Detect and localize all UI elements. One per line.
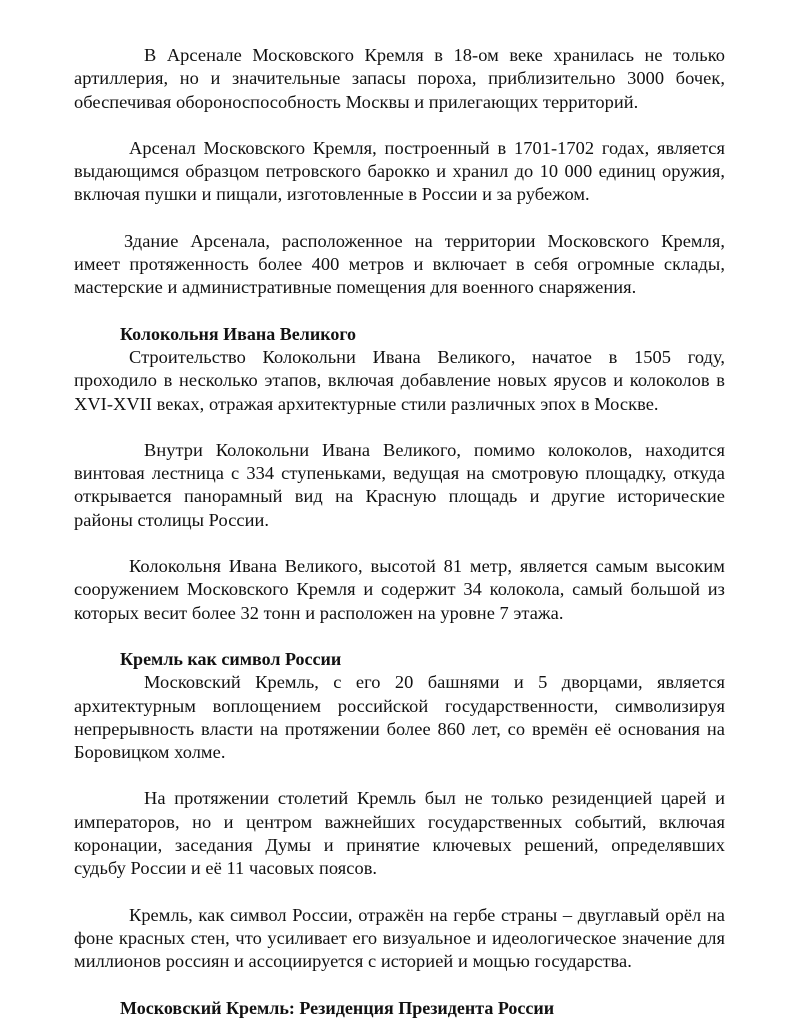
- heading-president-residence: Московский Кремль: Резиденция Президента России: [120, 997, 555, 1018]
- paragraph-arsenal-baroque: Арсенал Московского Кремля, построенный в 1701-1702 годах, является выдающимся образцом петровского барокко и хранил до 10 000 единиц оружия, включая пушки и пищали, изготовленные в России и за рубежом.: [74, 137, 725, 205]
- paragraph-bell-tower-staircase: Внутри Колокольни Ивана Великого, помимо колоколов, находится винтовая лестница с 334 ступеньками, ведущая на смотровую площадку, откуда открывается панорамный вид на Красную площадь и другие исторические районы столицы России.: [74, 439, 725, 530]
- heading-kremlin-symbol: Кремль как символ России: [120, 648, 342, 669]
- paragraph-symbol-history: На протяжении столетий Кремль был не только резиденцией царей и императоров, но и центром важнейших государственных событий, включая коронации, заседания Думы и принятие ключевых решений, определявших судьбу России и её 11 часовых поясов.: [74, 788, 725, 879]
- document-page: [74, 44, 725, 1020]
- paragraph-bell-tower-construction: Строительство Колокольни Ивана Великого, начатое в 1505 году, проходило в несколько этапов, включая добавление новых ярусов и колоколов в XVI-XVII веках, отражая архитектурные стили различных эпох в Москве.: [74, 346, 725, 414]
- paragraph-bell-tower-height: Колокольня Ивана Великого, высотой 81 метр, является самым высоким сооружением Московского Кремля и содержит 34 колокола, самый большой из которых весит более 32 тонн и расположен на уровне 7 этажа.: [74, 556, 725, 623]
- paragraph-arsenal-gunpowder: В Арсенале Московского Кремля в 18-ом веке хранилась не только артиллерия, но и значительные запасы пороха, приблизительно 3000 бочек, обеспечивая обороноспособность Москвы и прилегающих территорий.: [74, 45, 725, 112]
- paragraph-arsenal-building: Здание Арсенала, расположенное на территории Московского Кремля, имеет протяженность более 400 метров и включает в себя огромные склады, мастерские и административные помещения для военного снаряжения.: [74, 230, 725, 298]
- heading-bell-tower: Колокольня Ивана Великого: [120, 323, 357, 344]
- paragraph-symbol-statehood: Московский Кремль, с его 20 башнями и 5 дворцами, является архитектурным воплощением российской государственности, символизируя непрерывность власти на протяжении более 860 лет, со времён её основания на Боровицком холме.: [74, 672, 725, 763]
- paragraph-symbol-coat-of-arms: Кремль, как символ России, отражён на гербе страны – двуглавый орёл на фоне красных стен, что усиливает его визуальное и идеологическое значение для миллионов россиян и ассоциируется с историей и мощью государства.: [74, 904, 725, 972]
